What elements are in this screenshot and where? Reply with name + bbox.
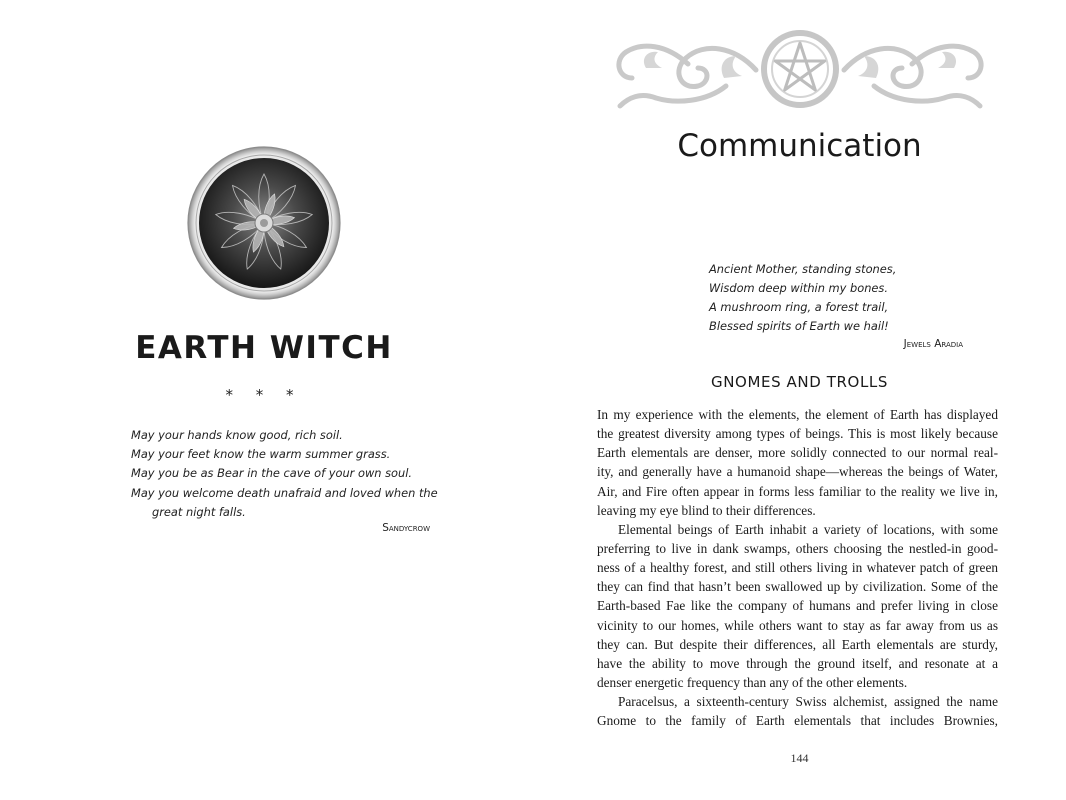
verse-line: May your hands know good, rich soil. bbox=[131, 428, 343, 442]
epigraph-attribution: Jewels Aradia bbox=[903, 338, 963, 350]
body-line: Paracelsus, a sixteenth-century Swiss alchemist, assigned the name bbox=[618, 694, 998, 710]
body-line: denser energetic frequency than any of the other elements. bbox=[597, 674, 908, 690]
succulent-medallion-icon bbox=[187, 146, 341, 300]
verse-line: great night falls. bbox=[152, 504, 246, 519]
body-line: ity, and generally have a humanoid shape—whereas the beings of Water, bbox=[597, 464, 998, 480]
subheading: GNOMES AND TROLLS bbox=[711, 373, 888, 391]
chapter-title: EARTH WITCH bbox=[135, 330, 393, 366]
body-line: they can. But despite their differences, all Earth elementals are sturdy, bbox=[597, 636, 998, 652]
body-line: they can find that hasn’t been swallowed up by civilization. Some of the bbox=[597, 579, 998, 595]
verse-line: Blessed spirits of Earth we hail! bbox=[709, 319, 889, 333]
body-line: vicinity to our homes, while others want to stay as far away from us as bbox=[597, 617, 998, 633]
body-line: ness of a healthy forest, and still others living in whatever patch of green bbox=[597, 560, 998, 576]
page-number: 144 bbox=[790, 751, 809, 765]
right-page bbox=[533, 0, 1066, 800]
body-line: leaving my eye blind to their differences. bbox=[597, 502, 816, 518]
body-line: Earth-based Fae like the company of humans and prefer living in close bbox=[597, 598, 998, 614]
section-title: Communication bbox=[677, 128, 922, 164]
body-line: Earth elementals are denser, more solidly connected to our normal real- bbox=[597, 445, 998, 461]
verse-line: May you welcome death unafraid and loved when the bbox=[131, 485, 438, 500]
body-line: Air, and Fire often appear in forms less familiar to the reality we live in, bbox=[597, 483, 998, 499]
body-line: preferring to live in dank swamps, others choosing the nestled-in good- bbox=[597, 540, 998, 556]
left-epigraph bbox=[131, 426, 438, 522]
verse-line: May your feet know the warm summer grass. bbox=[131, 447, 391, 462]
body-line: have the ability to move through the ground itself, and resonate at a bbox=[597, 655, 998, 671]
verse-line: A mushroom ring, a forest trail, bbox=[709, 300, 889, 314]
verse-line: Ancient Mother, standing stones, bbox=[709, 262, 897, 276]
body-line: Gnome to the family of Earth elementals that includes Brownies, bbox=[597, 713, 998, 729]
epigraph-attribution: Sandycrow bbox=[382, 522, 430, 534]
verse-line: Wisdom deep within my bones. bbox=[709, 281, 888, 295]
section-divider: * * * bbox=[225, 386, 303, 404]
body-line: the greatest diversity among types of beings. This is most likely because bbox=[597, 426, 998, 442]
body-line: Elemental beings of Earth inhabit a variety of locations, with some bbox=[618, 521, 998, 537]
body-text bbox=[597, 405, 998, 730]
pentacle-scroll-ornament-icon bbox=[606, 26, 994, 112]
body-line: In my experience with the elements, the element of Earth has displayed bbox=[597, 407, 998, 422]
right-epigraph bbox=[709, 260, 969, 336]
verse-line: May you be as Bear in the cave of your own soul. bbox=[131, 466, 413, 481]
